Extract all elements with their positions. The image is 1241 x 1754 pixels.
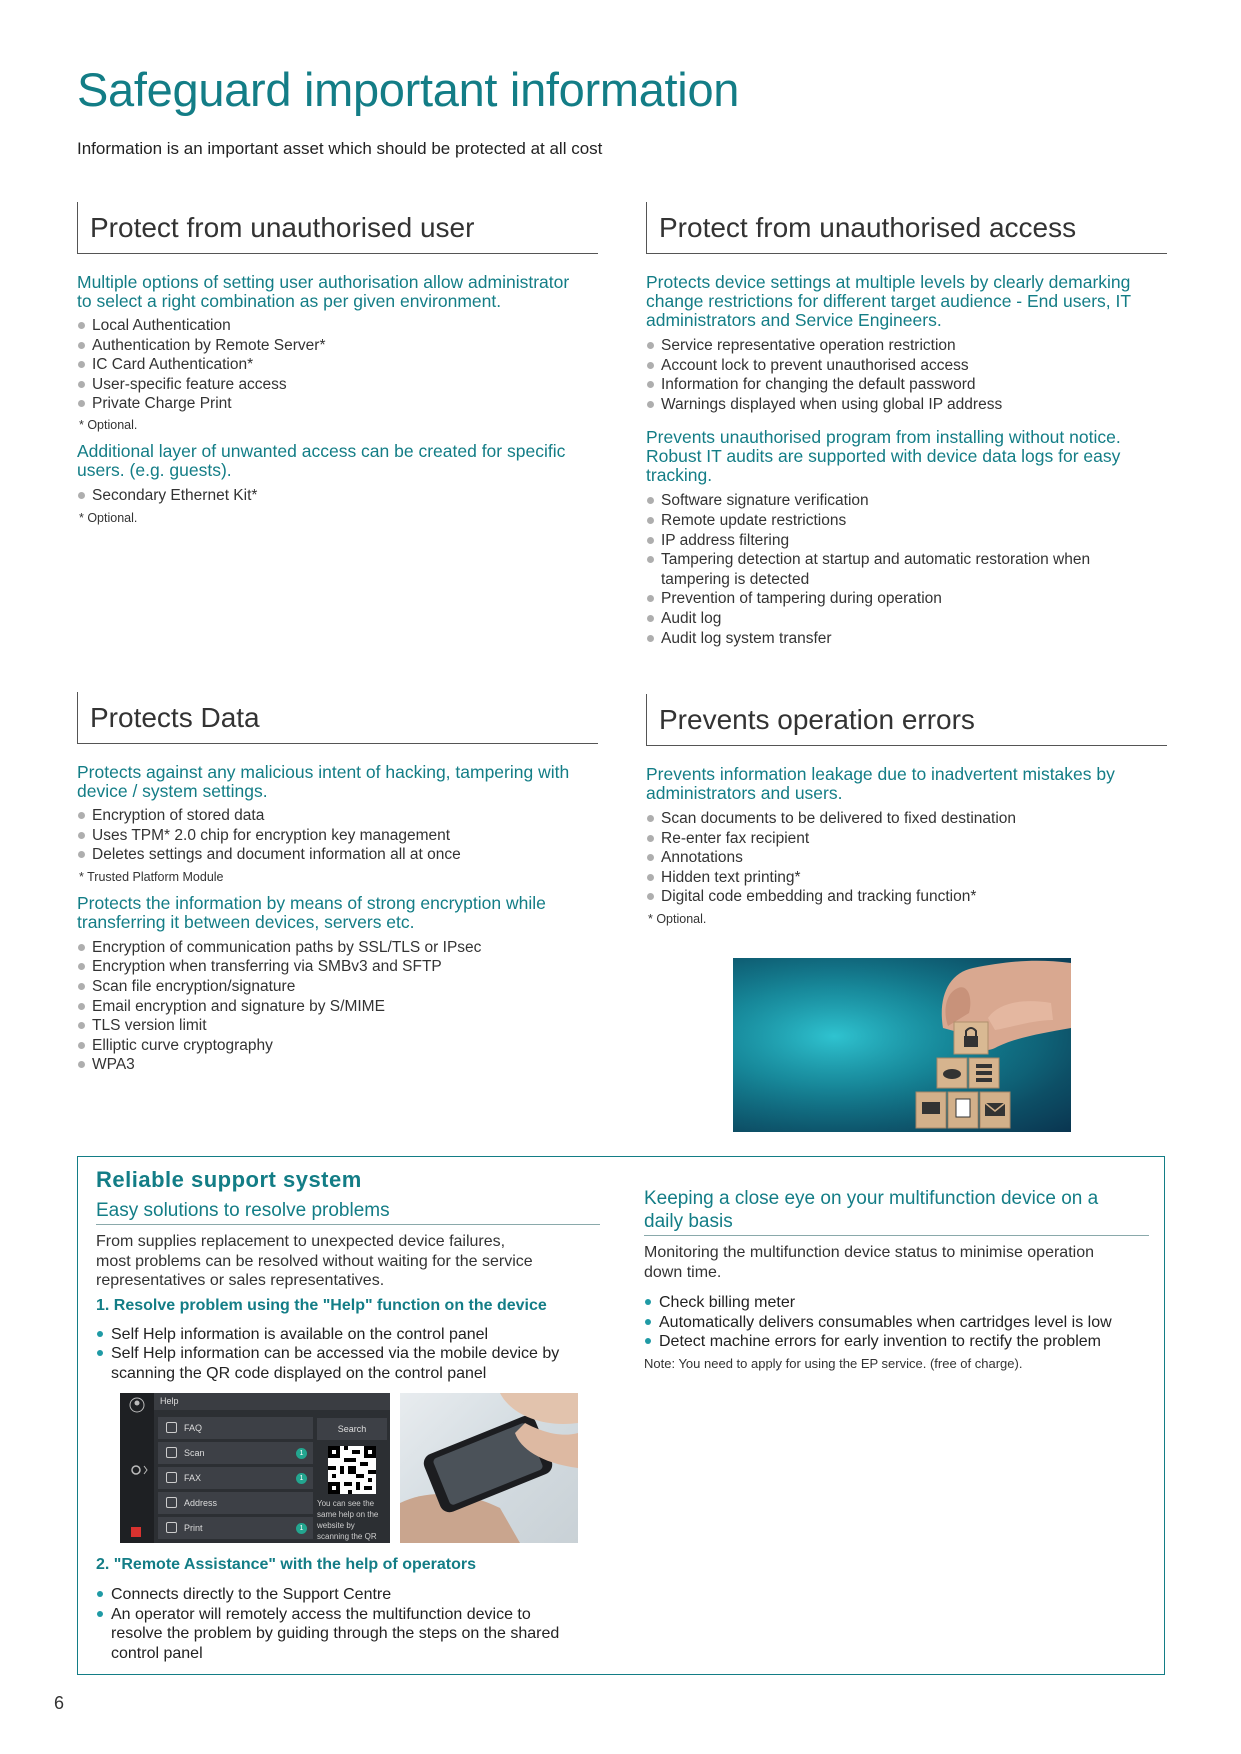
- user-icon: [130, 1398, 144, 1412]
- list-item: Software signature verification: [646, 491, 1167, 511]
- feature-list: [77, 316, 598, 414]
- list-item: Audit log: [646, 609, 1167, 629]
- list-item: Secondary Ethernet Kit*: [77, 486, 598, 506]
- list-item: An operator will remotely access the multifunction device to resolve the problem by guiding through the steps on the shared control panel: [96, 1605, 600, 1664]
- help-row-address[interactable]: Address: [158, 1492, 313, 1514]
- list-item: Re-enter fax recipient: [646, 829, 1167, 849]
- support-title: Reliable support system: [96, 1167, 362, 1192]
- section-lead: Prevents information leakage due to inadvertent mistakes by administrators and users.: [646, 764, 1115, 803]
- section-lead: Protects device settings at multiple levels by clearly demarking change restrictions for different target audience - End users, IT administrators and Service Engineers.: [646, 272, 1132, 330]
- list-item: Encryption of stored data: [77, 806, 598, 826]
- help-row-scan[interactable]: Scan 1: [158, 1442, 313, 1464]
- page-title: Safeguard important information: [77, 63, 740, 116]
- feature-list: [646, 491, 1167, 648]
- list-item: Encryption of communication paths by SSL/TLS or IPsec: [77, 938, 598, 958]
- support-right-column: [644, 1187, 1149, 1371]
- support-step2: [96, 1556, 600, 1663]
- feature-list: [77, 938, 598, 1075]
- help-panel-screenshot: [120, 1393, 390, 1543]
- list-item: Check billing meter: [644, 1293, 1149, 1313]
- list-item: Scan file encryption/signature: [77, 977, 598, 997]
- feature-list: [646, 809, 1167, 907]
- section-heading: Protect from unauthorised user: [77, 202, 598, 254]
- list-item: User-specific feature access: [77, 375, 598, 395]
- section-operation-errors: [646, 694, 1167, 926]
- section-lead: Prevents unauthorised program from installing without notice. Robust IT audits are supported with device data logs for easy tracking.: [646, 427, 1121, 486]
- list-item: Self Help information can be accessed via the mobile device by scanning the QR code displayed on the control panel: [96, 1344, 600, 1383]
- list-item: Service representative operation restriction: [646, 336, 1167, 356]
- count-badge: 1: [296, 1448, 307, 1459]
- list-item: Local Authentication: [77, 316, 598, 336]
- cloud-cube-icon: [937, 1058, 967, 1088]
- list-item: IC Card Authentication*: [77, 355, 598, 375]
- feature-list: [77, 806, 598, 865]
- settings-icon: [132, 1466, 147, 1474]
- list-item: Elliptic curve cryptography: [77, 1036, 598, 1056]
- help-row-print[interactable]: Print 1: [158, 1517, 313, 1539]
- stop-icon: [131, 1527, 141, 1537]
- section-heading: Protect from unauthorised access: [646, 202, 1167, 254]
- section-unauthorised-access: [646, 202, 1167, 648]
- support-subtitle: Easy solutions to resolve problems: [96, 1200, 600, 1225]
- support-left-column: [96, 1167, 600, 1383]
- question-icon: [166, 1422, 177, 1433]
- list-item: WPA3: [77, 1055, 598, 1075]
- monitor-list: [644, 1293, 1149, 1352]
- list-item: Deletes settings and document information all at once: [77, 845, 598, 865]
- feature-list: [77, 486, 598, 506]
- smartphone-photo: [400, 1393, 578, 1543]
- list-item: Detect machine errors for early invention to rectify the problem: [644, 1332, 1149, 1352]
- list-item: Encryption when transferring via SMBv3 and SFTP: [77, 957, 598, 977]
- security-cubes-photo: [733, 958, 1071, 1132]
- step-list: [96, 1585, 600, 1663]
- list-item: Account lock to prevent unauthorised access: [646, 356, 1167, 376]
- list-item: Audit log system transfer: [646, 629, 1167, 649]
- page-number: 6: [54, 1693, 65, 1713]
- help-panel-header: Help: [154, 1393, 390, 1410]
- service-note: Note: You need to apply for using the EP service. (free of charge).: [644, 1355, 1023, 1371]
- footnote: * Optional.: [79, 510, 138, 525]
- document-cube-icon: [948, 1092, 978, 1128]
- support-paragraph: Monitoring the multifunction device status to minimise operation down time.: [644, 1244, 1094, 1281]
- section-protects-data: [77, 692, 598, 1075]
- count-badge: 1: [296, 1473, 307, 1484]
- list-item: Information for changing the default password: [646, 375, 1167, 395]
- printer-icon: [166, 1522, 177, 1533]
- footnote: * Optional.: [648, 911, 707, 926]
- help-row-faq[interactable]: FAQ: [158, 1417, 313, 1439]
- section-lead: Additional layer of unwanted access can be created for specific users. (e.g. guests).: [77, 440, 566, 480]
- section-unauthorised-user: [77, 202, 598, 525]
- footnote: * Optional.: [79, 417, 138, 432]
- padlock-cube-icon: [954, 1022, 988, 1054]
- list-item: TLS version limit: [77, 1016, 598, 1036]
- help-search-button[interactable]: Search: [317, 1418, 387, 1440]
- list-item: Email encryption and signature by S/MIME: [77, 997, 598, 1017]
- section-lead: Protects against any malicious intent of hacking, tampering with device / system settings.: [77, 762, 570, 801]
- footnote: * Trusted Platform Module: [79, 869, 224, 884]
- qr-caption: You can see the same help on the website by scanning the QR: [317, 1499, 379, 1541]
- scan-icon: [166, 1447, 177, 1458]
- mail-cube-icon: [980, 1092, 1010, 1128]
- help-row-fax[interactable]: FAX 1: [158, 1467, 313, 1489]
- section-lead: Multiple options of setting user authorisation allow administrator to select a right combination as per given environment.: [77, 272, 570, 311]
- feature-list: [646, 336, 1167, 414]
- page-subtitle: Information is an important asset which should be protected at all cost: [77, 139, 603, 158]
- list-item: Private Charge Print: [77, 394, 598, 414]
- list-item: Automatically delivers consumables when cartridges level is low: [644, 1313, 1149, 1333]
- list-item: Remote update restrictions: [646, 511, 1167, 531]
- section-heading: Protects Data: [77, 692, 598, 744]
- list-item: Self Help information is available on the control panel: [96, 1325, 600, 1345]
- support-paragraph: From supplies replacement to unexpected device failures, most problems can be resolved without waiting for the service representatives or sales representatives.: [96, 1233, 533, 1289]
- list-item: Scan documents to be delivered to fixed destination: [646, 809, 1167, 829]
- count-badge: 1: [296, 1523, 307, 1534]
- list-item: Connects directly to the Support Centre: [96, 1585, 600, 1605]
- support-right-subtitle: Keeping a close eye on your multifunction device on a daily basis: [644, 1187, 1149, 1236]
- qr-code-icon: [328, 1446, 376, 1494]
- files-cube-icon: [916, 1092, 946, 1128]
- list-item: Prevention of tampering during operation: [646, 589, 1167, 609]
- fax-icon: [166, 1472, 177, 1483]
- list-item: Hidden text printing*: [646, 868, 1167, 888]
- server-cube-icon: [969, 1058, 999, 1088]
- list-item: IP address filtering: [646, 531, 1167, 551]
- list-item: Annotations: [646, 848, 1167, 868]
- step-heading: 1. Resolve problem using the "Help" function on the device: [96, 1296, 547, 1314]
- list-item: Uses TPM* 2.0 chip for encryption key management: [77, 826, 598, 846]
- list-item: Digital code embedding and tracking function*: [646, 887, 1167, 907]
- list-item: Warnings displayed when using global IP address: [646, 395, 1167, 415]
- list-item: Authentication by Remote Server*: [77, 336, 598, 356]
- section-heading: Prevents operation errors: [646, 694, 1167, 746]
- section-lead: Protects the information by means of strong encryption while transferring it between devices, servers etc.: [77, 892, 546, 932]
- list-item: Tampering detection at startup and automatic restoration when tampering is detected: [646, 550, 1167, 589]
- step-heading: 2. "Remote Assistance" with the help of operators: [96, 1556, 476, 1573]
- step-list: [96, 1325, 600, 1384]
- address-book-icon: [166, 1497, 177, 1508]
